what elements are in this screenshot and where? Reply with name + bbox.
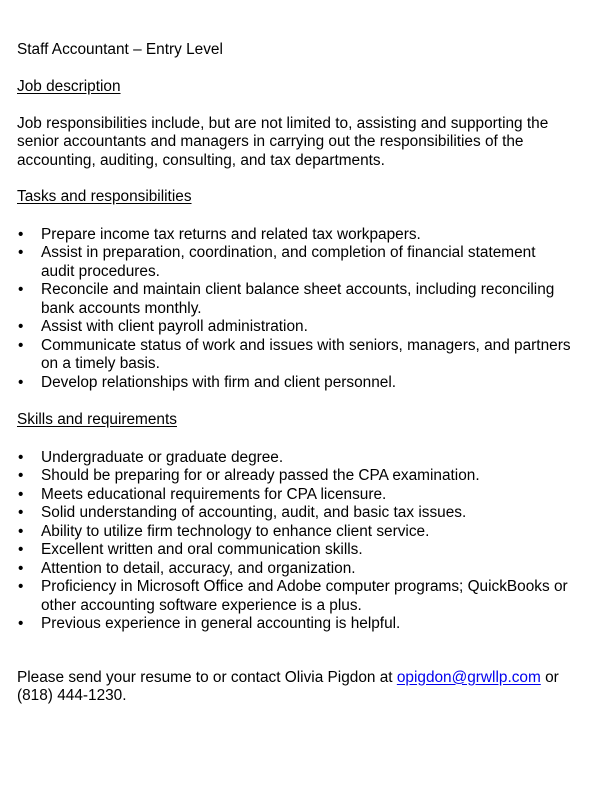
- bullet-icon: •: [18, 522, 24, 540]
- bullet-icon: •: [18, 448, 24, 466]
- bullet-icon: •: [18, 541, 24, 558]
- bullet-icon: •: [18, 578, 24, 595]
- list-item-line: other accounting software experience is a plus.: [41, 596, 362, 614]
- list-item-line: Undergraduate or graduate degree.: [41, 448, 284, 466]
- list-item: [17, 467, 607, 486]
- bullet-icon: •: [18, 467, 24, 484]
- list-item-line: bank accounts monthly.: [41, 299, 202, 317]
- job-description-line: accounting, auditing, consulting, and tax departments.: [17, 151, 385, 169]
- list-item-line: Reconcile and maintain client balance sheet accounts, including reconciling: [41, 281, 555, 298]
- job-description-line: senior accountants and managers in carrying out the responsibilities of the: [17, 133, 524, 150]
- job-posting-document: [17, 41, 607, 706]
- list-item: [17, 244, 607, 281]
- list-item-line: Develop relationships with firm and client personnel.: [41, 373, 397, 391]
- list-item-line: Should be preparing for or already passed the CPA examination.: [41, 467, 480, 484]
- contact-text-suffix: or: [540, 668, 559, 686]
- bullet-icon: •: [18, 615, 24, 632]
- list-item: [17, 523, 607, 542]
- contact-email-link[interactable]: opigdon@grwllp.com: [396, 668, 541, 686]
- contact-line: [17, 669, 607, 688]
- bullet-icon: •: [18, 336, 24, 354]
- list-item: [17, 337, 607, 374]
- list-item-line: Meets educational requirements for CPA licensure.: [41, 485, 387, 503]
- job-description-text: [17, 115, 607, 171]
- contact-paragraph: [17, 669, 607, 706]
- list-item: [17, 541, 607, 560]
- list-item-line: on a timely basis.: [41, 355, 160, 372]
- tasks-heading: Tasks and responsibilities: [17, 188, 192, 205]
- list-item-line: Communicate status of work and issues with seniors, managers, and partners: [41, 336, 571, 354]
- list-item: [17, 578, 607, 615]
- skills-heading: Skills and requirements: [17, 411, 177, 428]
- list-item: [17, 374, 607, 393]
- list-item: [17, 504, 607, 523]
- bullet-icon: •: [18, 225, 24, 243]
- list-item: [17, 226, 607, 245]
- list-item-line: audit procedures.: [41, 262, 160, 280]
- list-item: [17, 486, 607, 505]
- bullet-icon: •: [18, 244, 24, 261]
- list-item-line: Previous experience in general accounting is helpful.: [41, 615, 401, 632]
- list-item-line: Assist in preparation, coordination, and completion of financial statement: [41, 244, 536, 261]
- list-item: [17, 281, 607, 318]
- list-item-line: Prepare income tax returns and related tax workpapers.: [41, 225, 421, 243]
- job-description-line: Job responsibilities include, but are not limited to, assisting and supporting the: [17, 114, 549, 132]
- document-title: Staff Accountant – Entry Level: [17, 41, 223, 58]
- contact-phone: (818) 444-1230.: [17, 687, 127, 704]
- bullet-icon: •: [18, 281, 24, 298]
- bullet-icon: •: [18, 318, 24, 335]
- list-item-line: Excellent written and oral communication skills.: [41, 541, 363, 558]
- list-item-line: Attention to detail, accuracy, and organization.: [41, 559, 356, 577]
- list-item-line: Solid understanding of accounting, audit, and basic tax issues.: [41, 504, 467, 521]
- list-item-line: Proficiency in Microsoft Office and Adobe computer programs; QuickBooks or: [41, 578, 568, 595]
- tasks-list: [17, 226, 607, 393]
- skills-list: [17, 449, 607, 634]
- contact-text: Please send your resume to or contact Olivia Pigdon at: [17, 668, 397, 686]
- list-item: [17, 318, 607, 337]
- bullet-icon: •: [18, 485, 24, 503]
- list-item-line: Assist with client payroll administration.: [41, 318, 308, 335]
- list-item: [17, 449, 607, 468]
- bullet-icon: •: [18, 373, 24, 391]
- list-item-line: Ability to utilize firm technology to enhance client service.: [41, 522, 430, 540]
- list-item: [17, 560, 607, 579]
- list-item: [17, 615, 607, 634]
- bullet-icon: •: [18, 559, 24, 577]
- job-description-heading: Job description: [17, 78, 121, 95]
- bullet-icon: •: [18, 504, 24, 521]
